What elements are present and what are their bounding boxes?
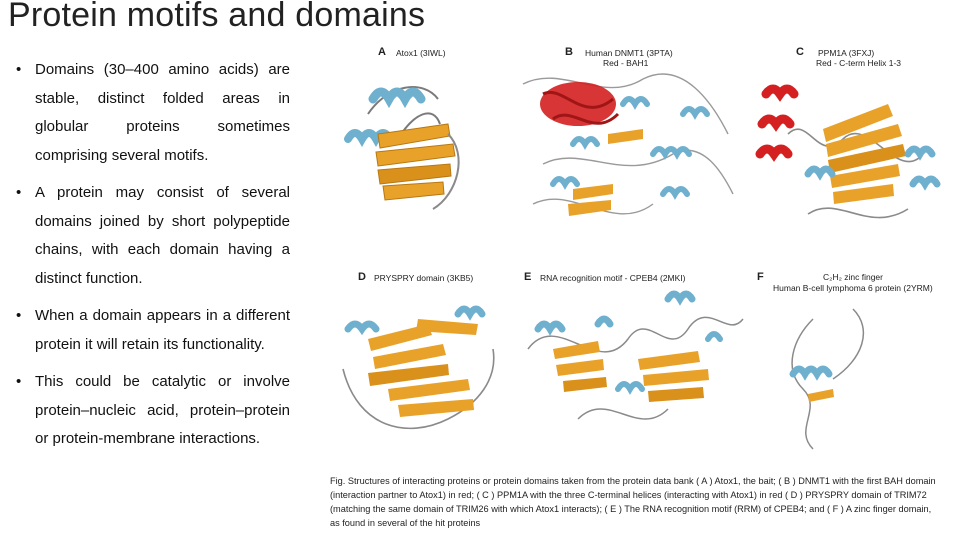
panel-title: RNA recognition motif - CPEB4 (2MKI) [540, 273, 686, 283]
zinc-finger-structure-image [753, 269, 960, 459]
panel-title: C₂H₂ zinc finger [823, 272, 883, 282]
panel-title: Human DNMT1 (3PTA) [585, 48, 673, 58]
panel-f [753, 269, 960, 459]
bullet-item: • Domains (30–400 amino acids) are stable, distinct folded areas in globular proteins sometimes comprising several motifs. [14, 56, 290, 170]
panel-subtitle: Red - BAH1 [603, 58, 649, 68]
atox1-structure-image [328, 44, 528, 259]
protein-structure-figure [328, 44, 960, 464]
bullet-item: • When a domain appears in a different protein it will retain its functionality. [14, 302, 290, 359]
panel-letter: A [378, 46, 386, 58]
bullet-list [14, 56, 290, 463]
panel-a [328, 44, 528, 259]
panel-d [328, 269, 528, 459]
cpeb4-rrm-structure-image [518, 269, 758, 459]
panel-title: Atox1 (3IWL) [396, 48, 446, 58]
bullet-dot-icon: • [16, 373, 22, 390]
bullet-item: • This could be catalytic or involve protein–nucleic acid, protein–protein or protein-membrane interactions. [14, 368, 290, 454]
panel-b [513, 44, 743, 259]
bullet-dot-icon: • [16, 61, 22, 78]
bullet-item: • A protein may consist of several domains joined by short polypeptide chains, with each domain having a distinct function. [14, 179, 290, 293]
panel-letter: C [796, 46, 804, 58]
panel-c [748, 44, 960, 259]
figure-caption: Fig. Structures of interacting proteins or protein domains taken from the protein data bank ( A ) Atox1, the bait; ( B ) DNMT1 with the first BAH domain (interaction partner to Atox1) in red; ( C ) PPM1A with the three C-terminal helices (interacting with Atox1) in red ( D ) PRYSPRY domain of TRIM72 (matching the same domain of TRIM26 with which Atox1 interacts); ( E ) The RNA recognition motif (RRM) of CPEB4; and ( F ) A zinc finger domain, as found in several of the hit proteins [330, 476, 936, 528]
panel-letter: F [757, 271, 764, 283]
ppm1a-structure-image [748, 44, 960, 259]
panel-letter: D [358, 271, 366, 283]
panel-letter: E [524, 271, 532, 283]
dnmt1-structure-image [513, 44, 743, 259]
bullet-dot-icon: • [16, 184, 22, 201]
panel-subtitle: Red - C-term Helix 1-3 [816, 58, 902, 68]
slide-title: Protein motifs and domains [8, 0, 426, 34]
panel-subtitle: Human B-cell lymphoma 6 protein (2YRM) [773, 283, 933, 293]
panel-e [518, 269, 758, 459]
panel-title: PRYSPRY domain (3KB5) [374, 273, 474, 283]
pryspry-structure-image [328, 269, 528, 459]
bullet-dot-icon: • [16, 307, 22, 324]
panel-title: PPM1A (3FXJ) [818, 48, 875, 58]
panel-letter: B [565, 46, 573, 58]
